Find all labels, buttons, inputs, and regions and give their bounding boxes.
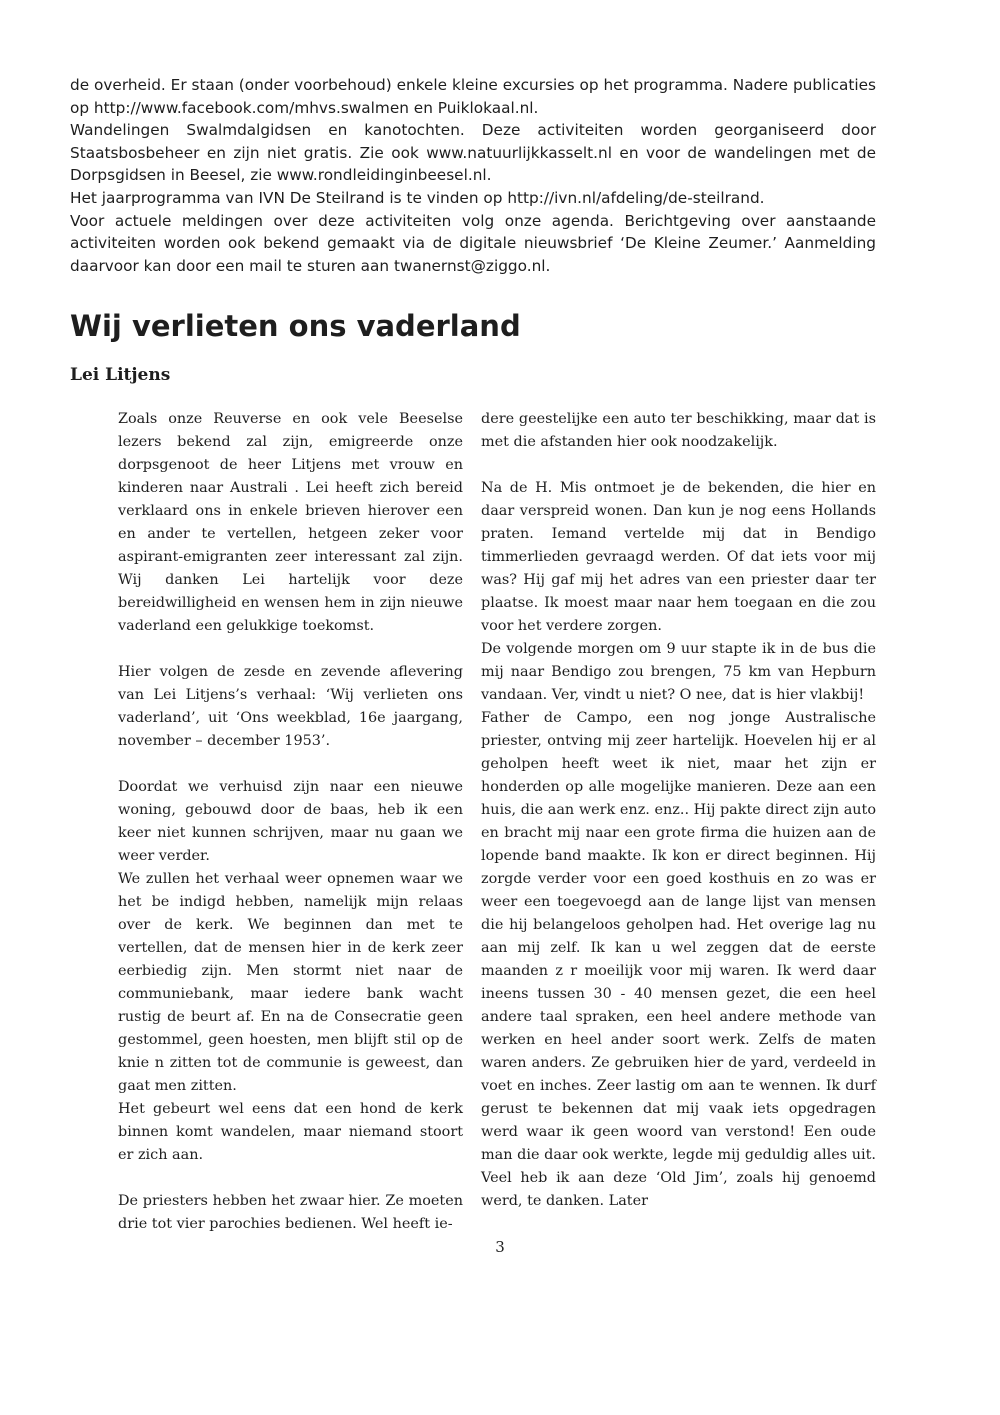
article-paragraph: De priesters hebben het zwaar hier. Ze moeten drie tot vier parochies bedienen. Wel heeft ie-	[118, 1193, 463, 1232]
article-paragraph: De volgende morgen om 9 uur stapte ik in de bus die mij naar Bendigo zou brengen, 75 km van Hepburn vandaan. Ver, vindt u niet? O nee, dat is hier vlakbij!	[481, 641, 876, 703]
article-left-column	[118, 408, 463, 1236]
intro-paragraph: Voor actuele meldingen over deze activiteiten volg onze agenda. Berichtgeving over aanstaande activiteiten worden ook bekend gemaakt via de digitale nieuwsbrief ‘De Kleine Zeumer.’ Aanmelding daarvoor kan door een mail te sturen aan twanernst@ziggo.nl.	[70, 211, 876, 275]
article-paragraph: Zoals onze Reuverse en ook vele Beeselse lezers bekend zal zijn, emigreerde onze dorpsgenoot de heer Litjens met vrouw en kinderen naar Australi . Lei heeft zich bereid verklaard ons in enkele brieven hierover een en ander te vertellen, hetgeen zeker voor aspirant-emigranten zeer interessant zal zijn. Wij danken Lei hartelijk voor deze bereidwilligheid en wensen hem in zijn nieuwe vaderland een gelukkige toekomst.	[118, 411, 463, 634]
article-paragraph: dere geestelijke een auto ter beschikking, maar dat is met die afstanden hier ook noodzakelijk.	[481, 411, 876, 450]
intro-paragraph: de overheid. Er staan (onder voorbehoud) enkele kleine excursies op het programma. Nadere publicaties op http://www.facebook.com/mhvs.swalmen en Puiklokaal.nl.	[70, 76, 876, 117]
intro-paragraph: Wandelingen Swalmdalgidsen en kanotochten. Deze activiteiten worden georganiseerd door Staatsbosbeheer en zijn niet gratis. Zie ook www.natuurlijkkasselt.nl en voor de wandelingen met de Dorpsgidsen in Beesel, zie www.rondleidinginbeesel.nl.	[70, 121, 876, 185]
article-author: Lei Litjens	[70, 365, 171, 385]
article-paragraph: Het gebeurt wel eens dat een hond de kerk binnen komt wandelen, maar niemand stoort er zich aan.	[118, 1101, 463, 1163]
article-title: Wij verlieten ons vaderland	[70, 309, 521, 343]
page-number: 3	[495, 1238, 505, 1256]
intro-text	[70, 74, 876, 277]
article-paragraph: Doordat we verhuisd zijn naar een nieuwe woning, gebouwd door de baas, heb ik een keer niet kunnen schrijven, maar nu gaan we weer verder.	[118, 779, 463, 864]
article-paragraph: Na de H. Mis ontmoet je de bekenden, die hier en daar verspreid wonen. Dan kun je nog eens Hollands praten. Iemand vertelde mij dat in Bendigo timmerlieden gevraagd werden. Of dat iets voor mij was? Hij gaf mij het adres van een priester daar ter plaatse. Ik moest maar naar hem toegaan en die zou voor het verdere zorgen.	[481, 480, 876, 634]
intro-paragraph: Het jaarprogramma van IVN De Steilrand is te vinden op http://ivn.nl/afdeling/de-steilrand.	[70, 188, 765, 207]
article-paragraph: Father de Campo, een nog jonge Australische priester, ontving mij zeer hartelijk. Hoevelen hij er al geholpen heeft weet ik niet, maar het zijn er honderden op alle mogelijke manieren. Deze aan een huis, die aan werk enz. enz.. Hij pakte direct zijn auto en bracht mij naar een grote firma die huizen aan de lopende band maakte. Ik kon er direct beginnen. Hij zorgde verder voor een goed kosthuis en zo was er weer een toegevoegd aan de lange lijst van mensen die hij belangeloos geholpen had. Het overige lag nu aan mij zelf. Ik kan u wel zeggen dat de eerste maanden z r moeilijk voor mij waren. Ik werd daar ineens tussen 30 - 40 mensen gezet, die een heel andere taal spraken, een heel andere methode van werken en heel ander soort werk. Zelfs de maten waren anders. Ze gebruiken hier de yard, verdeeld in voet en inches. Zeer lastig om aan te wennen. Ik durf gerust te bekennen dat mij vaak iets opgedragen werd waar ik geen woord van verstond! Een oude man die daar ook werkte, legde mij geduldig alles uit. Veel heb ik aan deze ‘Old Jim’, zoals hij genoemd werd, te danken. Later	[481, 710, 876, 1209]
article-right-column	[481, 408, 876, 1213]
article-paragraph: Hier volgen de zesde en zevende aflevering van Lei Litjens’s verhaal: ‘Wij verlieten ons vaderland’, uit ‘Ons weekblad, 16e jaargang, november – december 1953’.	[118, 664, 463, 749]
article-paragraph: We zullen het verhaal weer opnemen waar we het be indigd hebben, namelijk mijn relaas over de kerk. We beginnen dan met te vertellen, dat de mensen hier in de kerk zeer eerbiedig zijn. Men stormt niet naar de communiebank, maar iedere bank wacht rustig de beurt af. En na de Consecratie geen gestommel, geen hoesten, men blijft stil op de knie n zitten tot de communie is geweest, dan gaat men zitten.	[118, 871, 463, 1094]
